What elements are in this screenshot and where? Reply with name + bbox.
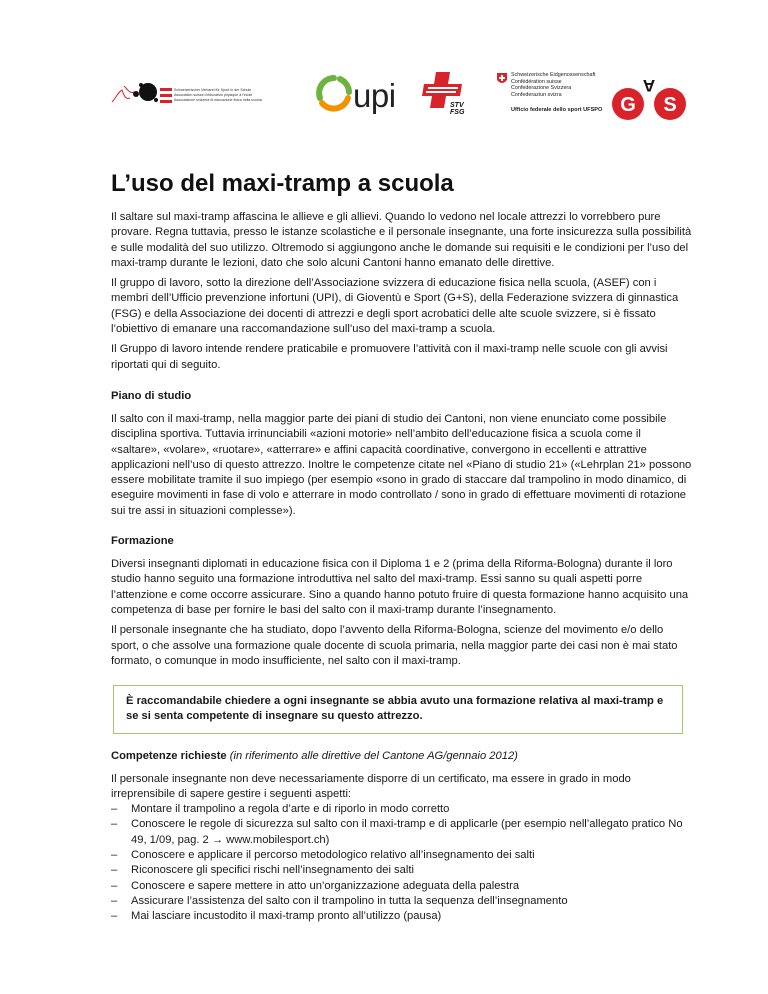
confederation-name: Confédération suisse (511, 78, 562, 85)
upi-ring-icon (315, 74, 353, 114)
intro-paragraph: Il Gruppo di lavoro intende rendere praticabile e promuovere l’attività con il maxi-tramp nelle scuole con gli avvisi riportati qui di seguito. (111, 343, 668, 371)
federal-office-name: Ufficio federale dello sport UFSPO (511, 107, 603, 113)
list-item: – Conoscere le regole di sicurezza sul salto con il maxi-tramp e di applicarle (per esempio nell’allegato pratico No 49, 1/09, pag. 2 → www.mobilesport.ch) (111, 817, 693, 848)
section-heading-competenze (111, 749, 693, 764)
list-item: – Conoscere e sapere mettere in atto un’organizzazione adeguata della palestra (111, 879, 693, 894)
recommendation-box (113, 685, 683, 733)
logo-band (0, 0, 768, 150)
piano-paragraph: Il salto con il maxi-tramp, nella maggior parte dei piani di studio dei Cantoni, non viene enunciato come possibile disciplina sportiva. Tuttavia irrinunciabili «azioni motorie» nell’ambito dell’educazione fisica a scuola come il «saltare», «volare», «ruotare», «atterrare» e affini capacità coordinative, convergono in eccellenti e attrattive applicazioni nell’uso di questo attrezzo. Inoltre le competenze citate nel «Piano di studio 21» («Lehrplan 21» possono essere mobilitate tramite il suo impiego (per esempio «sono in grado di staccare dal trampolino in modo dinamico, di eseguire movimenti in fase di volo e atterrare in modo controllato / sono in grado di effettuare movimenti di rotazione sui tre assi in situazioni complesse»). (111, 412, 692, 517)
recommendation-text: È raccomandabile chiedere a ogni insegnante se abbia avuto una formazione relativa al maxi-tramp e se si senta competente di insegnare su questo attrezzo. (126, 695, 664, 723)
formazione-paragraph: Diversi insegnanti diplomati in educazione fisica con il Diploma 1 e 2 (prima della Riforma-Bologna) durante il loro studio hanno seguito una formazione introduttiva nel salto del maxi-tramp. Essi sanno su quali aspetti porre l’attenzione e come occorre assicurare. Sino a quando hanno potuto fruire di questa formazione hanno acquisito una competenza di base per fornire le basi del salto con il maxi-tramp durante l’insegnamento. (111, 558, 689, 616)
gioventu-sport-logo (608, 70, 690, 126)
list-item: – Montare il trampolino a regola d’arte e di riporlo in modo corretto (111, 802, 693, 817)
page-title: L’uso del maxi-tramp a scuola (111, 170, 454, 197)
stv-caption (450, 102, 464, 116)
confederation-names (511, 72, 596, 98)
formazione-paragraph: Il personale insegnante che ha studiato, dopo l’avvento della Riforma-Bologna, scienze del movimento e/o dello sport, o che assolve una formazione quale docente di scuola primaria, nella maggior parte dei casi non è mai stato formato, o comunque in modo insufficiente, nel salto con il maxi-tramp. (111, 624, 678, 667)
confederation-name: Schweizerische Eidgenossenschaft (511, 72, 596, 78)
competenze-title: Competenze richieste (111, 749, 227, 762)
section-heading-formazione: Formazione (111, 535, 174, 548)
list-item: – Conoscere e applicare il percorso metodologico relativo all’insegnamento dei salti (111, 848, 693, 863)
asef-red-bars-icon (160, 88, 172, 104)
gas-badge-icon (608, 70, 690, 126)
list-item: – Riconoscere gli specifici rischi nell’insegnamento dei salti (111, 863, 693, 878)
confederation-name: Confederazione Svizzera (511, 85, 572, 92)
stv-caption-line: FSG (450, 109, 465, 116)
list-item: – Assicurare l’assistenza del salto con il trampolino in tutta la sequenza dell’insegnamento (111, 894, 693, 909)
gas-letter: A (642, 76, 656, 95)
intro-paragraph: Il saltare sul maxi-tramp affascina le allieve e gli allievi. Quando lo vedono nel locale attrezzi lo vorrebbero pure provare. Regna tuttavia, presso le istanze scolastiche e il personale insegnante, una forte insicurezza sulla possibilità e sulle modalità del suo utilizzo. Oltremodo si aggiungono anche le domande sui requisiti e le condizioni per l’uso del maxi-tramp durante le lezioni, dato che solo alcuni Cantoni hanno emanato delle direttive. (111, 211, 692, 269)
asef-caption-line: Associazione svizzera di educazione fisica nella scuola (174, 98, 262, 102)
swiss-flag-icon (497, 73, 507, 83)
gas-letter: G (620, 94, 636, 116)
stv-caption-line: STV (450, 102, 464, 109)
list-item: – Mai lasciare incustodito il maxi-tramp pronto all’utilizzo (pausa) (111, 909, 693, 924)
competenze-note: (in riferimento alle direttive del Cantone AG/gennaio 2012) (229, 749, 518, 762)
competenze-intro: Il personale insegnante non deve necessariamente disporre di un certificato, ma essere in grado in modo irreprensibile di sapere gestire i seguenti aspetti: (111, 772, 631, 800)
document-body (111, 170, 693, 925)
confederation-name: Confederaziun svizra (511, 91, 562, 98)
section-heading-piano: Piano di studio (111, 389, 192, 402)
competenze-list (111, 802, 693, 924)
asef-caption-line: Association suisse d'éducation physique à l'école (174, 93, 253, 97)
upi-wordmark: upi (353, 77, 396, 114)
asef-caption (174, 88, 262, 103)
gas-letter: S (663, 94, 677, 116)
upi-logo (315, 74, 405, 120)
stv-fsg-logo (420, 70, 472, 122)
asef-caption-line: Schweizerischer Verband für Sport in der Schule (174, 88, 252, 92)
intro-paragraph: Il gruppo di lavoro, sotto la direzione dell’Associazione svizzera di educazione fisica nella scuola, (ASEF) con i membri dell’Ufficio prevenzione infortuni (UPI), di Gioventù e Sport (G+S), della Federazione svizzera di ginnastica (FSG) e della Associazione dei docenti di attrezzi e degli sport acrobatici delle alte scuole svizzere, si è fissato l’obiettivo di emanare una raccomandazione sull’uso del maxi-tramp a scuola. (111, 277, 679, 336)
asef-logo (110, 78, 270, 112)
